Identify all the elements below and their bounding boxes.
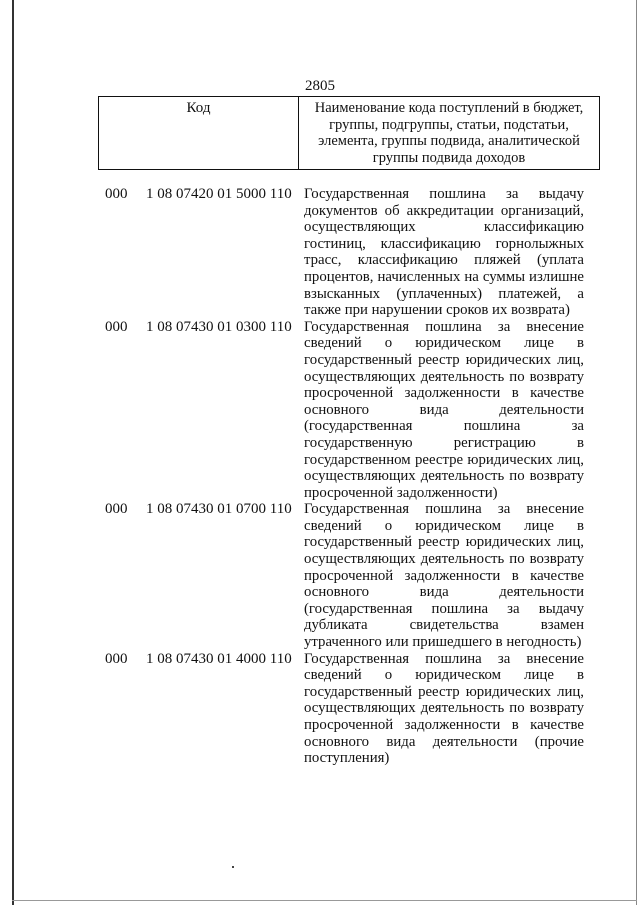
header-code-column: Код — [99, 97, 299, 169]
admin-code: 000 — [105, 318, 128, 335]
header-name-column: Наименование кода поступлений в бюджет, группы, подгруппы, статьи, подстатьи, элемента, группы подвида, аналитической группы подвида доходов — [314, 100, 584, 166]
admin-code: 000 — [105, 186, 128, 202]
code-list — [0, 186, 640, 767]
code-description: Государственная пошлина за внесение сведений о юридическом лице в государственный реестр юридических лиц, осуществляющих деятельность по возврату просроченной задолженности в качестве основного вида деятельности (государственная пошлина за выдачу дубликата свидетельства взамен утраченного или пришедшего в негодность) — [304, 501, 584, 651]
table-row — [0, 651, 640, 767]
page-number: 2805 — [305, 78, 335, 94]
table-header — [98, 96, 600, 170]
budget-code: 1 08 07430 01 0700 110 — [146, 501, 292, 518]
table-row — [0, 186, 640, 319]
admin-code: 000 — [105, 501, 128, 518]
scan-speck — [232, 866, 234, 868]
code-description: Государственная пошлина за внесение сведений о юридическом лице в государственный реестр юридических лиц, осуществляющих деятельность по возврату просроченной задолженности в качестве основного вида деятельности (государственная пошлина за государственную регистрацию в государственном реестре юридических лиц, осуществляющих деятельность по возврату просроченной задолженности) — [304, 318, 584, 501]
page-bottom-edge — [12, 900, 637, 901]
budget-code: 1 08 07430 01 4000 110 — [146, 650, 292, 667]
code-description: Государственная пошлина за внесение сведений о юридическом лице в государственный реестр юридических лиц, осуществляющих деятельность по возврату просроченной задолженности в качестве основного вида деятельности (прочие поступления) — [304, 650, 584, 767]
table-row — [0, 501, 640, 650]
code-description: Государственная пошлина за выдачу документов об аккредитации организаций, осуществляющих классификацию гостиниц, классификацию горнолыжных трасс, классификацию пляжей (уплата процентов, начисленных на суммы излишне взысканных (уплаченных) платежей, а также при нарушении сроков их возврата) — [304, 186, 584, 319]
admin-code: 000 — [105, 650, 128, 667]
budget-code: 1 08 07430 01 0300 110 — [146, 318, 292, 335]
budget-code: 1 08 07420 01 5000 110 — [146, 186, 292, 202]
table-row — [0, 319, 640, 502]
